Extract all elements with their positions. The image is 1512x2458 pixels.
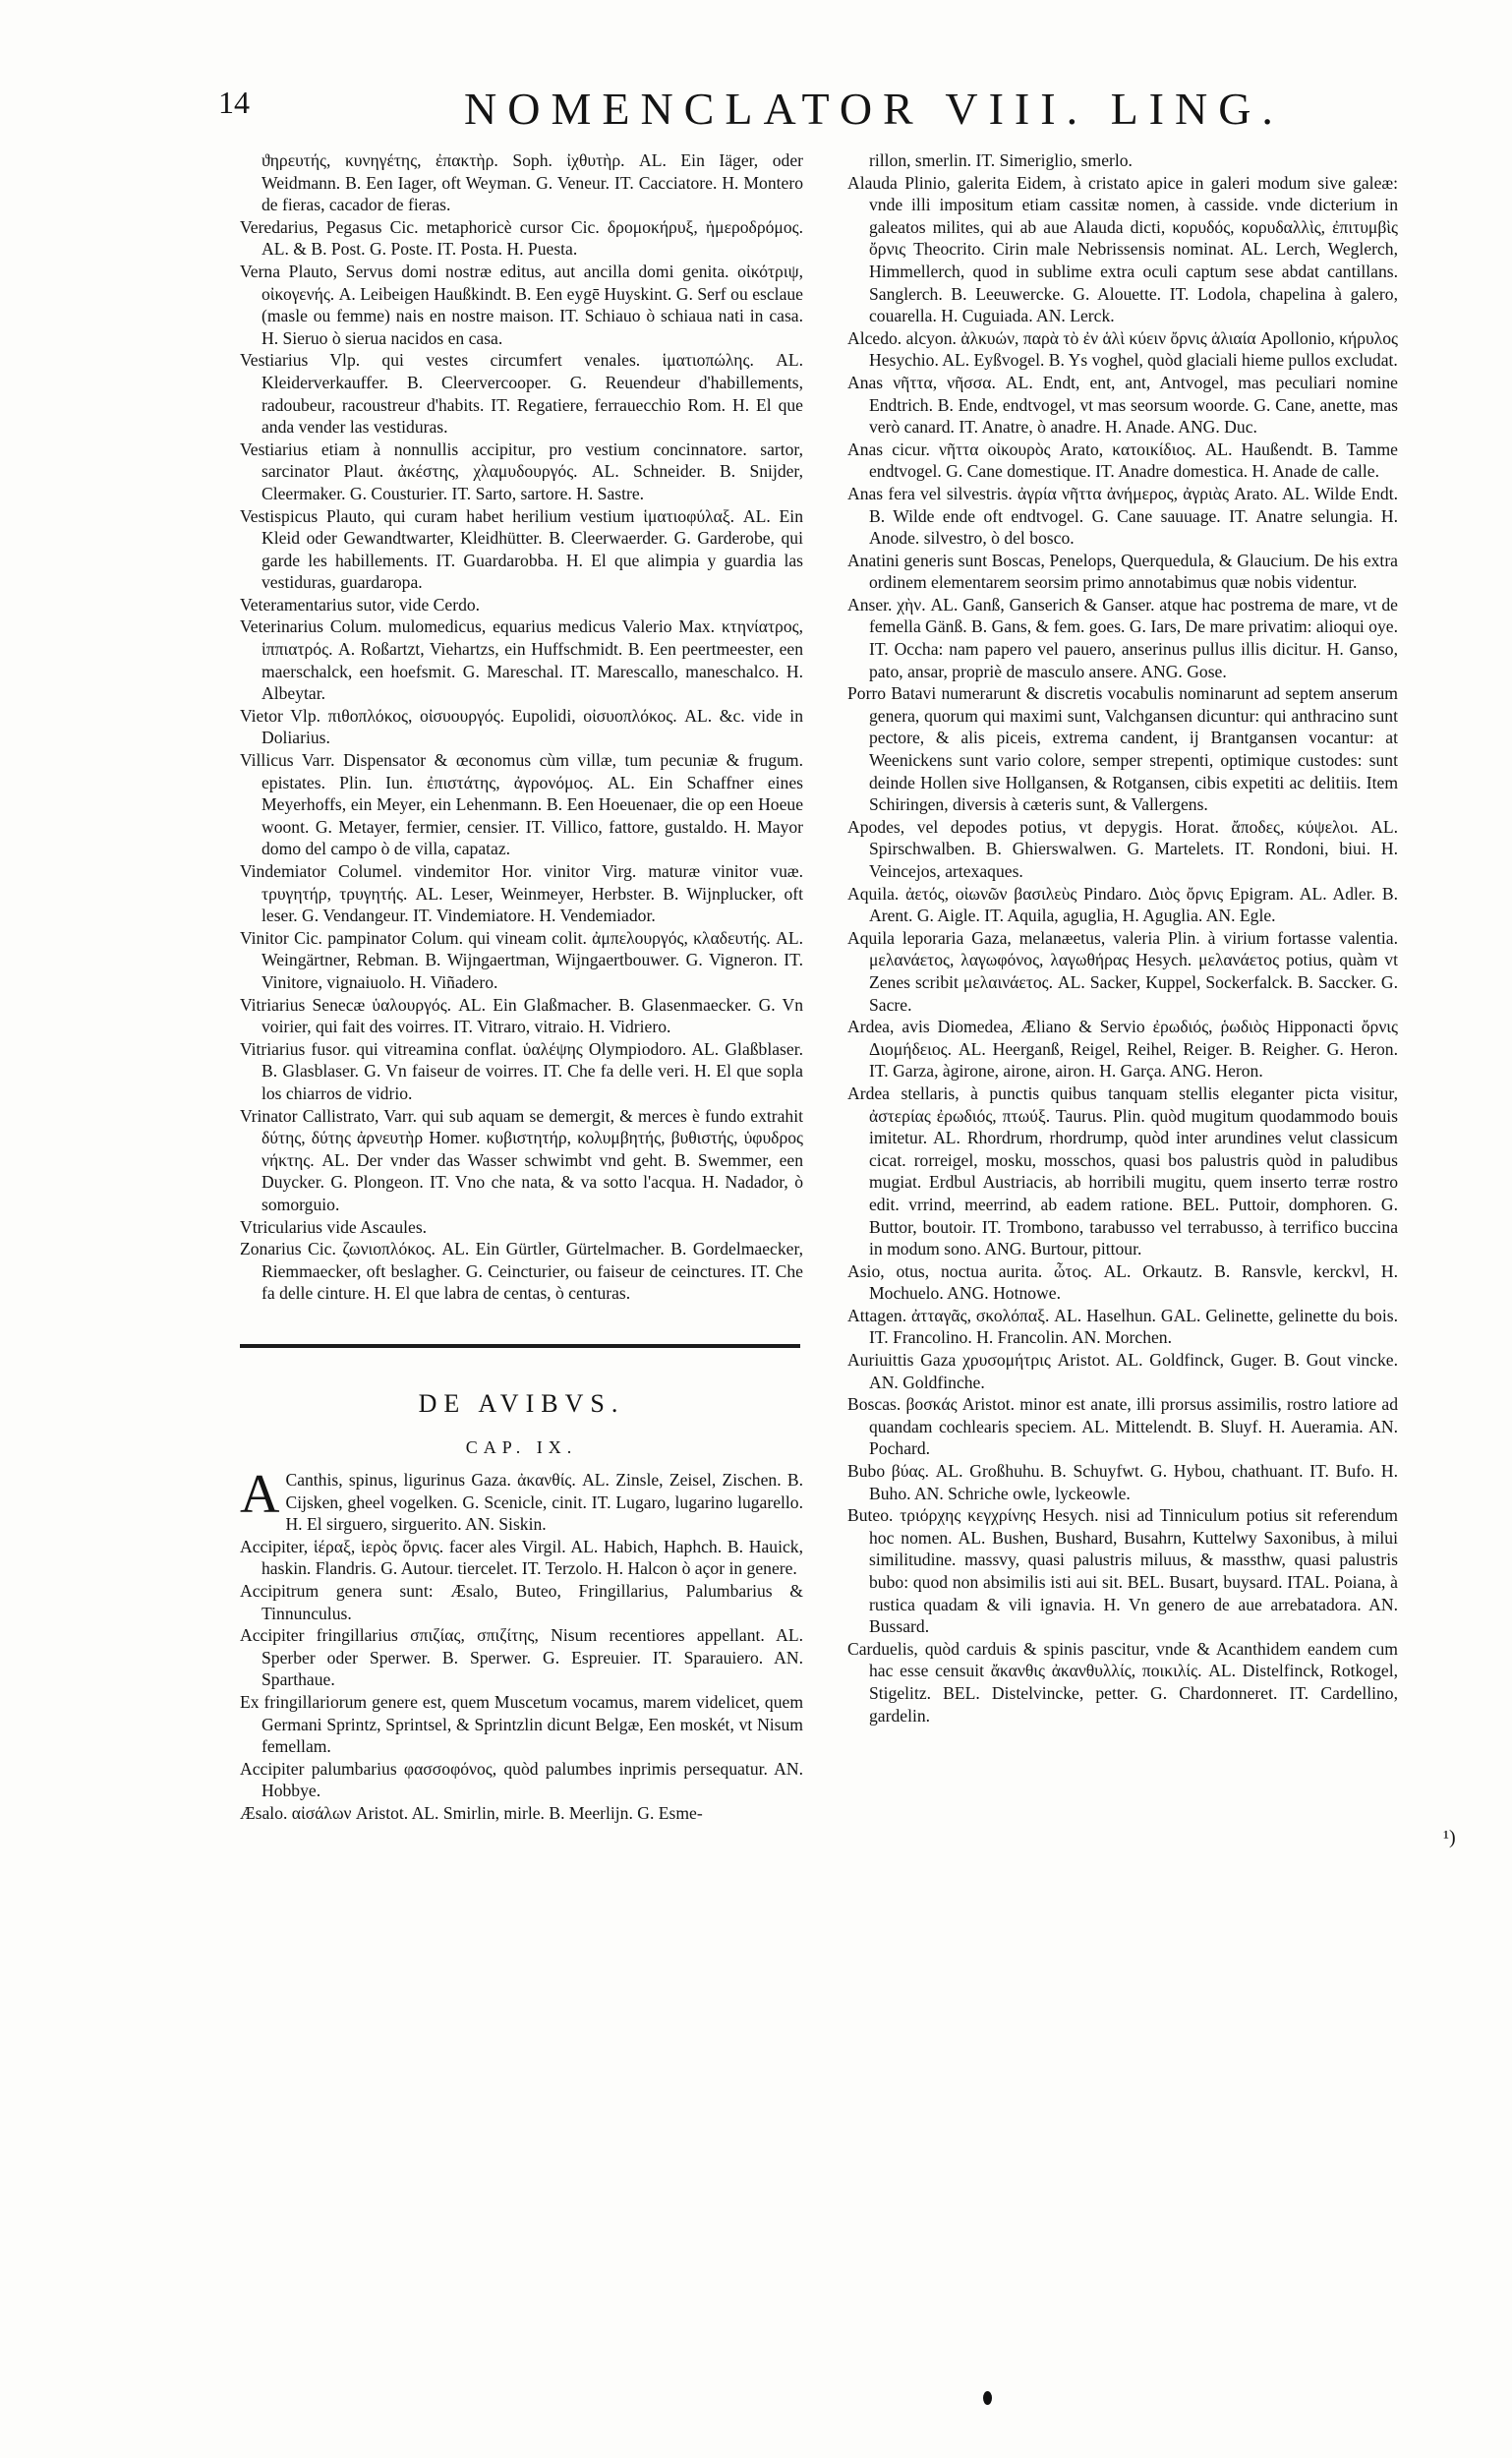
entry-veterinarius: Veterinarius Colum. mulomedicus, equarius medicus Valerio Max. κτηνίατρος, ἱππιατρός. A. Roßartzt, Viehartzs, ein Huffschmidt. B. Een peertmeester, een maerschalck, een hoefsmit. G. Mareschal. IT. Marescallo, maneschalco. H. Albeytar. [240, 616, 803, 704]
entry-aesalo: Æsalo. αἰσάλων Aristot. AL. Smirlin, mirle. B. Meerlijn. G. Esme- [240, 1802, 703, 1823]
entry-vestiarius-sartor: Vestiarius etiam à nonnullis accipitur, pro vestium concinnatore. sartor, sarcinator Plaut. ἀκέστης, χλαμυδουργός. AL. Schneider. B. Snijder, Cleermaker. G. Cousturier. IT. Sarto, sartore. H. Sastre. [240, 439, 803, 503]
entry-accipiter-fringillarius: Accipiter fringillarius σπιζίας, σπιζίτης, Nisum recentiores appellant. AL. Sperber oder Sperwer. B. Sperwer. G. Espreuier. IT. Sparauiero. AN. Sparthaue. [240, 1625, 803, 1690]
entry-carduelis: Carduelis, quòd carduis & spinis pascitur, vnde & Acanthidem eandem cum hac esse censuit ἄκανθις ἀκανθυλλίς, ποικιλίς. AL. Distelfinck, Rotkogel, Stigelitz. BEL. Distelvincke, petter. G. Chardonneret. IT. Cardellino, gardelin. [847, 1638, 1398, 1726]
entry-ardea: Ardea, avis Diomedea, Æliano & Servio ἐρωδιός, ῥωδιὸς Hipponacti ὄρνις Διομήδειος. AL. Heerganß, Reigel, Reihel, Reiger. B. Reigher. G. Heron. IT. Garza, àgirone, airone, airon. H. Garça. ANG. Heron. [847, 1017, 1398, 1082]
entry-acanthis [240, 1464, 803, 1536]
entry-anas-fera: Anas fera vel silvestris. ἀγρία νῆττα ἀνήμερος, ἀγριὰς Arato. AL. Wilde Endt. B. Wilde ende oft endtvogel. G. Cane sauuage. IT. Anatre selungia. H. Anode. silvestro, ò del bosco. [847, 483, 1398, 549]
entry-accipiter: Accipiter, ἱέραξ, ἱερὸς ὄρνις. facer ales Virgil. AL. Habich, Haphch. B. Hauick, haskin. Flandris. G. Autour. tiercelet. IT. Terzolo. H. Halcon ò açor in genere. [240, 1536, 803, 1579]
entry-apodes: Apodes, vel depodes potius, vt depygis. Horat. ἄποδες, κύψελοι. AL. Spirschwalben. B. Ghierswalwen. G. Martelets. IT. Rondoni, biui. H. Veincejos, artexaques. [847, 816, 1398, 881]
entry-anas-cicur: Anas cicur. νῆττα οἰκουρὸς Arato, κατοικίδιος. AL. Haußendt. B. Tamme endtvogel. G. Cane domestique. IT. Anadre domestica. H. Anade de calle. [847, 439, 1398, 482]
entry-vestispicus: Vestispicus Plauto, qui curam habet herilium vestium ἱματιοφύλαξ. AL. Ein Kleid oder Gewandtwarter, Kleidhütter. B. Cleerwaerder. G. Garderobe, qui garde les habillements. IT. Guardarobba. H. El que alimpia y guardia las vestiduras, guardaropa. [240, 505, 803, 593]
entry-acanthis-text: Canthis, spinus, ligurinus Gaza. ἀκανθίς. AL. Zinsle, Zeisel, Zischen. B. Cijsken, gheel vogelken. G. Scenicle, cinit. IT. Lugaro, lugarino lugarello. H. El sirguero, sirguerito. AN. Siskin. [285, 1470, 803, 1535]
entry-vestiarius: Vestiarius Vlp. qui vestes circumfert venales. ἱματιοπώλης. AL. Kleiderverkauffer. B. Cleervercooper. G. Reuendeur d'habillements, radoubeur, racoustreur d'habits. IT. Regatiere, ferrauecchio Rom. H. El que anda vender las vestiduras. [240, 350, 803, 438]
entry-accipitrum-genera: Accipitrum genera sunt: Æsalo, Buteo, Fringillarius, Palumbarius & Tinnunculus. [240, 1581, 803, 1623]
entry-bubo: Bubo βύας. AL. Großhuhu. B. Schuyfwt. G. Hybou, chathuant. IT. Bufo. H. Buho. AN. Schriche owle, lyckeowle. [847, 1461, 1398, 1503]
page-header [218, 83, 1284, 142]
entry-alcedo: Alcedo. alcyon. ἀλκυών, παρὰ τὸ ἐν ἁλὶ κύειν ὄρνις ἁλιαία Apollonio, κήρυλος Hesychio. AL. Eyßvogel. B. Ys voghel, quòd glaciali hieme pullos excludat. [847, 327, 1398, 371]
right-column [847, 149, 1398, 1726]
entry-auriuittis: Auriuittis Gaza χρυσομήτρις Aristot. AL. Goldfinck, Guger. B. Gout vincke. AN. Goldfinche. [847, 1350, 1398, 1392]
entry-veteramentarius: Veteramentarius sutor, vide Cerdo. [240, 594, 481, 614]
entry-anas: Anas νῆττα, νῆσσα. AL. Endt, ent, ant, Antvogel, mas peculiari nomine Endtrich. B. Ende, endtvogel, vt mas seorsum woorde. G. Cane, anette, mas verò canard. IT. Anatre, ò anadre. H. Anade. ANG. Duc. [847, 372, 1398, 438]
section-divider [240, 1344, 800, 1348]
entry-muscetum: Ex fringillariorum genere est, quem Muscetum vocamus, marem videlicet, quem Germani Sprintz, Sprintsel, & Sprintzlin dicunt Belgæ, Een moskét, vt Nisum femellam. [240, 1692, 803, 1757]
entry-vitriarius-fusor: Vitriarius fusor. qui vitreamina conflat. ὑαλέψης Olympiodoro. AL. Glaßblaser. B. Glasblaser. G. Vn faiseur de voirres. IT. Che fa delle veri. H. El que sopla los chiarros de vidrio. [240, 1038, 803, 1103]
entry-anatini-generis: Anatini generis sunt Boscas, Penelops, Querquedula, & Glaucium. De his extra ordinem elementarem seorsim primo annotabimus quæ nobis videntur. [847, 550, 1398, 593]
entry-buteo: Buteo. τριόρχης κεγχρίνης Hesych. nisi ad Tinniculum potius sit referendum hoc nomen. AL. Bushen, Bushard, Busahrn, Kuttelwy Saxonibus, à milui similitudine. massvy, quasi palustris miluus, & massthw, quasi palustris bubo: quod non absimilis isti aui sit. BEL. Busart, buysard. ITAL. Poiana, à rustica quadam & vili ignavia. H. Vn genero de aue arrebatadora. AN. Bussard. [847, 1505, 1398, 1637]
section-title: DE AVIBVS. [418, 1388, 625, 1418]
entry-zonarius: Zonarius Cic. ζωνιοπλόκος. AL. Ein Gürtler, Gürtelmacher. B. Gordelmaecker, Riemmaecker, oft beslagher. G. Ceincturier, ou faiseur de ceinctures. IT. Che fa delle cinture. H. El que labra de centas, ò centuras. [240, 1239, 803, 1304]
entry-vitriarius: Vitriarius Senecæ ὑαλουργός. AL. Ein Glaßmacher. B. Glasenmaecker. G. Vn voirier, qui fait des voirres. IT. Vitraro, vitraio. H. Vidriero. [240, 994, 803, 1037]
running-title: NOMENCLATOR VIII. LING. [464, 84, 1284, 134]
ink-blot [983, 2391, 992, 2405]
entry-porro-batavi: Porro Batavi numerarunt & discretis vocabulis nominarunt ad septem anserum genera, quorum qui maximi sunt, Valchgansen dicuntur: qui anthracino sunt pectore, & alis piceis, extrema candent, ij Brantgansen vocantur: at Weenickens sunt vario colore, semper strepenti, optimique custodes: sunt deinde Hollen sive Hollgansen, & Rotgansen, cibis expetiti ac delitiis. Item Schiringen, diversis à cæteris sunt, & Vallergens. [847, 683, 1398, 815]
entry-villicus: Villicus Varr. Dispensator & œconomus cùm villæ, tum pecuniæ & frugum. epistates. Plin. Iun. ἐπιστάτης, ἀγρονόμος. AL. Ein Schaffner eines Meyerhoffs, ein Meyer, ein Lehenmann. B. Een Hoeuenaer, die op een Hoeue woont. G. Metayer, fermier, censier. IT. Villico, fattore, gustaldo. H. Mayor domo del campo ò de villa, capataz. [240, 750, 803, 859]
entry-boscas: Boscas. βοσκάς Aristot. minor est anate, illi prorsus assimilis, rostro latiore ad quandam cochlearis speciem. AL. Mittelendt. B. Sluyf. H. Aueramia. AN. Pochard. [847, 1394, 1398, 1459]
entry-continuation-right: rillon, smerlin. IT. Simeriglio, smerlo. [869, 150, 1133, 170]
entry-verna: Verna Plauto, Servus domi nostræ editus, aut ancilla domi genita. οἰκότριψ, οἰκογενής. A. Leibeigen Haußkindt. B. Een eygē Huyskint. G. Serf ou esclaue (masle ou femme) nais en nostre maison. IT. Schiauo ò schiaua nati in casa. H. Sieruo ò sierua nacidos en casa. [240, 261, 803, 348]
entry-vinitor: Vinitor Cic. pampinator Colum. qui vineam colit. ἀμπελουργός, κλαδευτής. AL. Weingärtner, Rebman. B. Wijngaertman, Wijngaertbouwer. G. Vigneron. IT. Vinitore, vignaiuolo. H. Viñadero. [240, 927, 803, 992]
entry-veredarius: Veredarius, Pegasus Cic. metaphoricè cursor Cic. δρομοκήρυξ, ἡμεροδρόμος. AL. & B. Post. G. Poste. IT. Posta. H. Puesta. [240, 216, 803, 260]
entry-alauda: Alauda Plinio, galerita Eidem, à cristato apice in galeri modum sive galeæ: vnde illi impositum etiam cassitæ nomen, à casside. vnde dicterium in galeatos milites, qui ab aue Alauda dicti, κορυδός, κορυδαλλὶς, ἐπιτυμβὶς ὄρνις Theocrito. Cirin male Nebrissensis nominat. AL. Lerch, Weglerch, Himmellerch, quod in sublime extra oculi captum sese abdat cantillans. Sanglerch. B. Leeuwercke. G. Alouette. IT. Lodola, chapelina à galero, couarella. H. Cuguiada. AN. Lerck. [847, 172, 1398, 326]
margin-mark: ¹) [1443, 1827, 1456, 1848]
page-number: 14 [218, 85, 250, 120]
entry-attagen: Attagen. ἀτταγᾶς, σκολόπαξ. AL. Haselhun. GAL. Gelinette, gelinette du bois. IT. Francolino. H. Francolin. AN. Morchen. [847, 1305, 1398, 1348]
chapter-heading: CAP. IX. [465, 1437, 578, 1458]
entry-vrinator: Vrinator Callistrato, Varr. qui sub aquam se demergit, & merces è fundo extrahit δύτης, δύτης ἀρνευτὴρ Homer. κυβιστητήρ, κολυμβητής, βυθιστής, ὑφυδρος νήκτης. AL. Der vnder das Wasser schwimbt vnd geht. B. Swemmer, een Duycker. G. Plongeon. IT. Vno che nata, & va sotto l'acqua. H. Nadador, ò somorguio. [240, 1105, 803, 1214]
entry-aquila-leporaria: Aquila leporaria Gaza, melanæetus, valeria Plin. à virium fortasse valentia. μελανάετος, λαγωφόνος, λαγωθήρας Hesych. μελανάετος potius, quàm vt Zenes scribit μελαινάετος. AL. Sacker, Kuppel, Sockerfalck. B. Saccker. G. Sacre. [847, 927, 1398, 1015]
entry-vindemiator: Vindemiator Columel. vindemitor Hor. vinitor Virg. maturæ vinitor vuæ. τρυγητήρ, τρυγητής. AL. Leser, Weinmeyer, Herbster. B. Wijnplucker, oft leser. G. Vendangeur. IT. Vindemiatore. H. Vendemiador. [240, 861, 803, 926]
entry-accipiter-palumbarius: Accipiter palumbarius φασσοφόνος, quòd palumbes inprimis persequatur. AN. Hobbye. [240, 1758, 803, 1801]
entry-vietor: Vietor Vlp. πιθοπλόκος, οἰσυουργός. Eupolidi, οἰσυοπλόκος. AL. &c. vide in Doliarius. [240, 705, 803, 748]
left-column [240, 149, 803, 1825]
entry-aquila: Aquila. ἀετός, οἰωνῶν βασιλεὺς Pindaro. Διὸς ὄρνις Epigram. AL. Adler. B. Arent. G. Aigle. IT. Aquila, aguglia, H. Aguglia. AN. Egle. [847, 883, 1398, 926]
entry-ardea-stellaris: Ardea stellaris, à punctis quibus tanquam stellis eleganter picta visitur, ἀστερίας ἐρωδιός, πτωύξ. Taurus. Plin. quòd mugitum quodammodo bouis imitetur. AL. Rhordrum, rhordrump, quòd inter arundines velut classicum cicat. rorreigel, mosku, mosschos, quasi bos palustris quòd in paludibus mugiat. Erdbul Austriacis, ab horribili mugitu, quem inserto terræ rostro edit. vrrind, meerrind, ab eadem ratione. BEL. Puttoir, domphoren. G. Buttor, boutoir. IT. Trombono, tarabusso vel terrabusso, à terrifico buccina in modum sono. ANG. Burtour, pittour. [847, 1083, 1398, 1259]
entry-continuation: ϑηρευτής, κυνηγέτης, ἐπακτὴρ. Soph. ἰχθυτὴρ. AL. Ein Iäger, oder Weidmann. B. Een Iager, oft Weyman. G. Veneur. IT. Cacciatore. H. Montero de fieras, cacador de fieras. [262, 150, 803, 215]
entry-asio: Asio, otus, noctua aurita. ὦτος. AL. Orkautz. B. Ransvle, kerckvl, H. Mochuelo. ANG. Hotnowe. [847, 1260, 1398, 1304]
entry-anser: Anser. χὴν. AL. Ganß, Ganserich & Ganser. atque hac postrema de mare, vt de femella Gänß. B. Gans, & fem. goes. G. Iars, De mare privatim: alioqui oye. IT. Occha: nam papero vel pauero, anserinus pullus illis dicitur. H. Ganso, pato, ansar, propriè de masculo ansere. ANG. Gose. [847, 594, 1398, 681]
drop-capital: A [240, 1464, 280, 1526]
entry-vtricularius: Vtricularius vide Ascaules. [240, 1216, 428, 1237]
